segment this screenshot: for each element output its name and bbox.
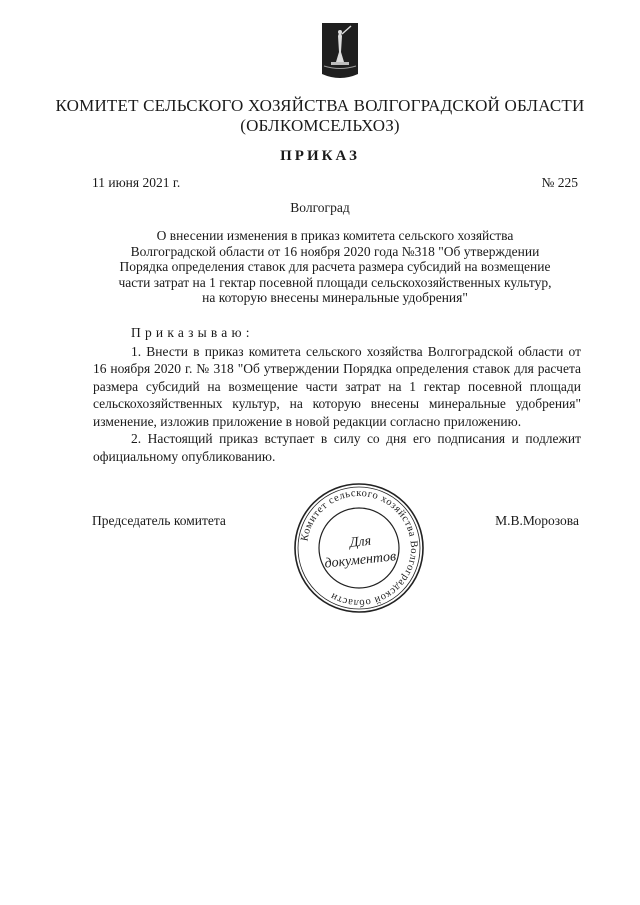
order-item-2: 2. Настоящий приказ вступает в силу со дня его подписания и подлежит официальному опубликованию. bbox=[93, 431, 581, 464]
document-subject bbox=[90, 228, 580, 306]
document-body bbox=[93, 324, 581, 465]
subject-line: Порядка определения ставок для расчета размера субсидий на возмещение bbox=[119, 259, 551, 274]
coat-of-arms-emblem bbox=[321, 22, 359, 82]
signer-name: М.В.Морозова bbox=[495, 513, 579, 528]
subject-line: на которую внесены минеральные удобрения" bbox=[202, 290, 468, 305]
order-word: Приказываю: bbox=[131, 325, 254, 340]
subject-line: части затрат на 1 гектар посевной площади сельскохозяйственных культур, bbox=[118, 274, 552, 290]
official-seal bbox=[291, 480, 427, 616]
document-type-title: ПРИКАЗ bbox=[280, 148, 360, 164]
seal-ring-text: Комитет сельского хозяйства Волгоградской области bbox=[299, 487, 420, 609]
document-number: № 225 bbox=[541, 175, 578, 190]
seal-center-line1: Для bbox=[348, 533, 372, 551]
order-item-1: 1. Внести в приказ комитета сельского хозяйства Волгоградской области от 16 ноября 2020 г. № 318 "Об утверждении Порядка определения ставок для расчета размера субсидий на возмещение части затрат на 1 гектар посевной площади сельскохозяйственных культур, на которую внесены минеральные удобрения" изменение, изложив приложение в новой редакции согласно приложению. bbox=[93, 343, 581, 429]
organization-name bbox=[0, 96, 640, 136]
signer-title: Председатель комитета bbox=[92, 513, 226, 528]
org-name-line2: (ОБЛКОМСЕЛЬХОЗ) bbox=[240, 116, 400, 135]
subject-line: О внесении изменения в приказ комитета сельского хозяйства bbox=[156, 228, 514, 243]
org-name-line1: КОМИТЕТ СЕЛЬСКОГО ХОЗЯЙСТВА ВОЛГОГРАДСКОЙ ОБЛАСТИ bbox=[55, 96, 585, 115]
subject-line: Волгоградской области от 16 ноября 2020 года №318 "Об утверждении bbox=[130, 243, 540, 259]
document-city: Волгоград bbox=[290, 200, 350, 215]
seal-center-line2: документов bbox=[323, 549, 397, 572]
document-date: 11 июня 2021 г. bbox=[92, 175, 181, 190]
